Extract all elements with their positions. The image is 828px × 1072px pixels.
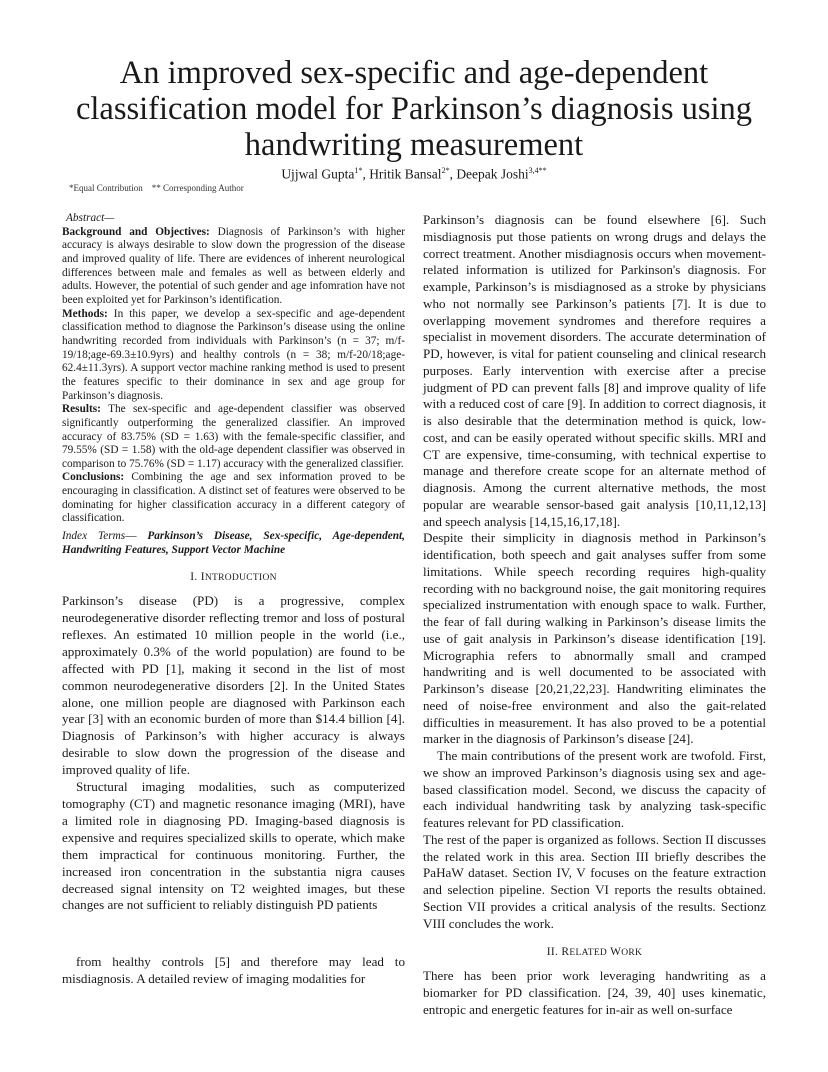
left-column (62, 212, 405, 988)
author-affiliation: 1* (354, 166, 363, 175)
intro-paragraph-3: from healthy controls [5] and therefore may lead to misdiagnosis. A detailed review of imaging modalities for (62, 954, 405, 987)
section-title-rest: ORK (621, 948, 643, 959)
section-title-first: R (561, 946, 570, 959)
body-paragraph-4: The rest of the paper is organized as follows. Section II discusses the related work in this area. Section III briefly describes the PaHaW dataset. Section IV, V focuses on the feature extraction and selection pipeline. Section VI reports the results obtained. Section VII provides a critical analysis of the results. Sectionz VIII concludes the work. (423, 831, 766, 931)
section-heading-related-work (423, 946, 766, 958)
author-name: Deepak Joshi (456, 166, 529, 182)
index-terms-dash: — (125, 530, 137, 543)
intro-paragraph-1: Parkinson’s disease (PD) is a progressive, complex neurodegenerative disorder reflecting tremor and loss of postural reflexes. An estimated 10 million people in the world (i.e., approximately 0.3% of the world population) are found to be affected with PD [1], making it second in the list of most common neurodegenerative disorders [2]. In the United States alone, one million people are diagnosed with Parkinson each year [3] with an economic burden of more than $14.4 billion [4]. Diagnosis of Parkinson’s with higher accuracy is always desirable to slow down the progression of the disease and improved quality of life. (62, 593, 405, 778)
intro-paragraph-2: Structural imaging modalities, such as computerized tomography (CT) and magnetic resonance imaging (MRI), have a limited role in diagnosing PD. Imaging-based diagnosis is expensive and requires specialized skills to operate, which make them impractical for continuous monitoring. Further, the increased iron concentration in the substantia nigra causes decreased signal intensity on T2 weighted images, but these changes are not sufficient to reliably distinguish PD patients (62, 779, 405, 913)
abstract (62, 212, 405, 526)
related-paragraph-1: There has been prior work leveraging handwriting as a biomarker for PD classification. [24, 39, 40] uses kinematic, entropic and energetic features for in-air as well on-surface (423, 968, 766, 1017)
paper-title: An improved sex-specific and age-dependent classification model for Parkinson’s diagnosis using handwriting measurement (75, 55, 753, 163)
body-paragraph-2: Despite their simplicity in diagnosis method in Parkinson’s identification, both speech and gait analyses suffer from some limitations. While speech recording requires high-quality recording with no background noise, the gait monitoring requires specialized instrumentation with enough space to walk. Further, the fear of fall during walking in Parkinson’s disease limits the use of gait analysis in Parkinson’s disease identification [19]. Micrographia refers to abnormally small and cramped handwriting and is well documented to be associated with Parkinson’s disease [20,21,22,23]. Handwriting eliminates the need of noise-free environment and also the gait-related difficulties in measurement. It has also proved to be a potential marker in the diagnosis of Parkinson’s disease [24]. (423, 530, 766, 747)
section-title-rest: NTRODUCTION (204, 573, 277, 584)
right-column (423, 212, 766, 1019)
section-number: I. (190, 571, 198, 584)
body-paragraph-1: Parkinson’s diagnosis can be found elsewhere [6]. Such misdiagnosis put those patients on wrong drugs and delays the correct treatment. Another misdiagnosis occurs when movement-related information is utilized for Parkinson's diagnosis. For example, Parkinson’s is misdiagnosed as a stroke by physicians who not normally see Parkinson’s patients [7]. It is due to overlapping movement syndromes and therefore requires a specialist in movement disorders. The accurate determination of PD, however, is vital for patient counseling and clinical research purposes. Early intervention with exercise after a precise judgment of PD can prevent falls [8] and improve quality of life with a reduced cost of care [9]. In addition to correct diagnosis, it is also desirable that the determination method is quick, low-cost, and can be easily operated without specific skills. MRI and CT are expensive, time-consuming, with technical expertise to manage and therefore create scope for an alternate method of diagnosis. Among the current alternative methods, the most popular are wearable sensor-based gait analysis [10,11,12,13] and speech analysis [14,15,16,17,18]. (423, 212, 766, 529)
author-name: Hritik Bansal (369, 166, 442, 182)
index-terms-list: Parkinson’s Disease, Sex-specific, Age-dependent, Handwriting Features, Support Vector Machine (62, 530, 405, 557)
abstract-results-text: The sex-specific and age-dependent classifier was observed significantly outperforming the generalized classifier. An improved accuracy of 83.75% (SD = 1.63) with the female-specific classifier, and 79.55% (SD = 1.58) with the old-age dependent classifier was observed in comparison to 75.76% (SD = 1.17) accuracy with the generalized classifier. (62, 403, 405, 470)
abstract-background-label: Background and Objectives: (62, 225, 210, 238)
abstract-conclusions-text: Combining the age and sex information proved to be encouraging in classification. A distinct set of features were observed to be dominating for higher classification accuracy in a different category of classification. (62, 471, 405, 525)
abstract-conclusions-label: Conclusions: (62, 471, 125, 484)
index-terms-label: Index Terms (62, 530, 126, 543)
abstract-results-label: Results: (62, 403, 101, 416)
index-terms (62, 529, 405, 557)
author-name: Ujjwal Gupta (281, 166, 355, 182)
abstract-methods-label: Methods: (62, 307, 108, 320)
author-affiliation: 3,4** (528, 166, 547, 175)
author-list: Ujjwal Gupta$^{1*}$, Hritik Bansal$^{2*}$, Deepak Joshi$^{3,4**}$ (281, 166, 547, 182)
abstract-label: Abstract— (66, 212, 115, 224)
abstract-methods-text: In this paper, we develop a sex-specific and age-dependent classification method to diagnose the Parkinson’s disease using the online handwriting recorded from individuals with Parkinson’s (n = 37; m/f-19/18;age-69.3±10.9yrs) and healthy controls (n = 38; m/f-20/18;age-62.4±11.3yrs). A support vector machine ranking method is used to present the features specific to their dominance in sex and age group for Parkinson’s diagnosis. (62, 307, 405, 402)
section-title-first: W (610, 946, 622, 959)
section-heading-introduction (62, 571, 405, 583)
author-affiliation: 2* (441, 166, 450, 175)
section-number: II. (546, 946, 559, 959)
section-title-first: I (200, 571, 205, 584)
section-title-rest: ELATED (569, 948, 608, 959)
body-paragraph-3: The main contributions of the present work are twofold. First, we show an improved Parkinson’s diagnosis using sex and age-based classification model. Second, we discuss the capacity of each individual handwriting task by analyzing task-specific features relevant for PD classification. (423, 748, 766, 830)
abstract-background-text: Diagnosis of Parkinson’s with higher accuracy is always desirable to slow down the progression of the disease and improved quality of life. There are evidences of inherent neurological differences between male and females as well as between elderly and adults. However, the potential of such gender and age infomration have not been exploited yet for Parkinson’s identification. (62, 225, 405, 306)
contribution-note: *Equal Contribution ** Corresponding Author (69, 183, 244, 193)
